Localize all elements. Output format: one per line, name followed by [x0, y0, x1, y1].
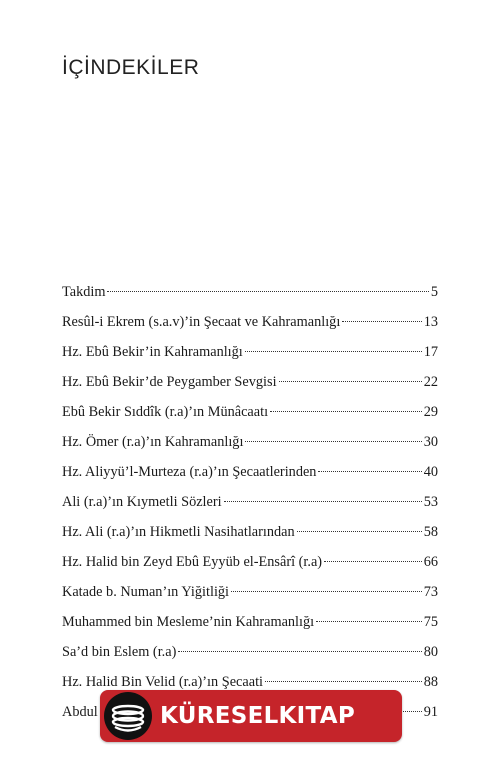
toc-page-number: 73: [423, 584, 438, 600]
watermark-banner: [100, 690, 402, 742]
toc-leader-dots: [318, 471, 421, 472]
toc-entry-title: Ebû Bekir Sıddîk (r.a)’ın Münâcaatı: [62, 404, 269, 420]
toc-entry: [62, 282, 438, 312]
toc-entry-title: Hz. Ömer (r.a)’ın Kahramanlığı: [62, 434, 244, 450]
toc-entry-title: Sa’d bin Eslem (r.a): [62, 644, 177, 660]
toc-entry: [62, 582, 438, 612]
toc-leader-dots: [279, 381, 422, 382]
toc-page-number: 58: [423, 524, 438, 540]
toc-entry-title: Katade b. Numan’ın Yiğitliği: [62, 584, 230, 600]
toc-entry-title: Hz. Aliyyü’l-Murteza (r.a)’ın Şecaatlerinden: [62, 464, 317, 480]
toc-entry-title: Muhammed bin Mesleme’nin Kahramanlığı: [62, 614, 315, 630]
page-title: İÇİNDEKİLER: [62, 56, 200, 79]
toc-entry-title: Hz. Halid Bin Velid (r.a)’ın Şecaati: [62, 674, 264, 690]
globe-logo-icon: [104, 692, 152, 740]
toc-entry: [62, 372, 438, 402]
toc-entry-title: Hz. Ali (r.a)’ın Hikmetli Nasihatlarından: [62, 524, 295, 540]
toc-page-number: 17: [423, 344, 438, 360]
toc-leader-dots: [324, 561, 422, 562]
toc-entry-title: Ali (r.a)’ın Kıymetli Sözleri: [62, 494, 222, 510]
toc-page-number: 88: [423, 674, 438, 690]
toc-page-number: 13: [423, 314, 438, 330]
toc-entry-title: Resûl-i Ekrem (s.a.v)’in Şecaat ve Kahramanlığı: [62, 314, 341, 330]
toc-page-number: 66: [423, 554, 438, 570]
toc-page-number: 40: [423, 464, 438, 480]
toc-entry: [62, 312, 438, 342]
toc-page-number: 5: [430, 284, 438, 300]
toc-entry: [62, 612, 438, 642]
toc-entry-title: Hz. Ebû Bekir’de Peygamber Sevgisi: [62, 374, 277, 390]
toc-entry: [62, 342, 438, 372]
toc-page-number: 53: [423, 494, 438, 510]
toc-leader-dots: [245, 441, 421, 442]
toc-leader-dots: [245, 351, 422, 352]
toc-page-number: 29: [423, 404, 438, 420]
toc-leader-dots: [231, 591, 422, 592]
table-of-contents: [62, 282, 438, 732]
toc-page-number: 75: [423, 614, 438, 630]
toc-entry: [62, 552, 438, 582]
watermark-brand-text: KÜRESELKITAP: [160, 703, 355, 729]
toc-leader-dots: [316, 621, 422, 622]
toc-page-number: 80: [423, 644, 438, 660]
toc-entry: [62, 522, 438, 552]
toc-entry-title: Hz. Halid bin Zeyd Ebû Eyyüb el-Ensârî (r.a): [62, 554, 323, 570]
toc-leader-dots: [297, 531, 422, 532]
toc-leader-dots: [270, 411, 422, 412]
toc-entry: [62, 642, 438, 672]
toc-leader-dots: [178, 651, 421, 652]
toc-entry-title: Takdim: [62, 284, 106, 300]
toc-entry-title: Abdul: [62, 704, 98, 720]
toc-entry: [62, 432, 438, 462]
toc-entry-title: Hz. Ebû Bekir’in Kahramanlığı: [62, 344, 243, 360]
toc-leader-dots: [342, 321, 421, 322]
toc-entry: [62, 402, 438, 432]
toc-page-number: 30: [423, 434, 438, 450]
toc-leader-dots: [224, 501, 422, 502]
toc-page-number: 22: [423, 374, 438, 390]
toc-entry: [62, 462, 438, 492]
toc-leader-dots: [265, 681, 422, 682]
toc-leader-dots: [107, 291, 428, 292]
toc-page-number: 91: [423, 704, 438, 720]
toc-entry: [62, 492, 438, 522]
